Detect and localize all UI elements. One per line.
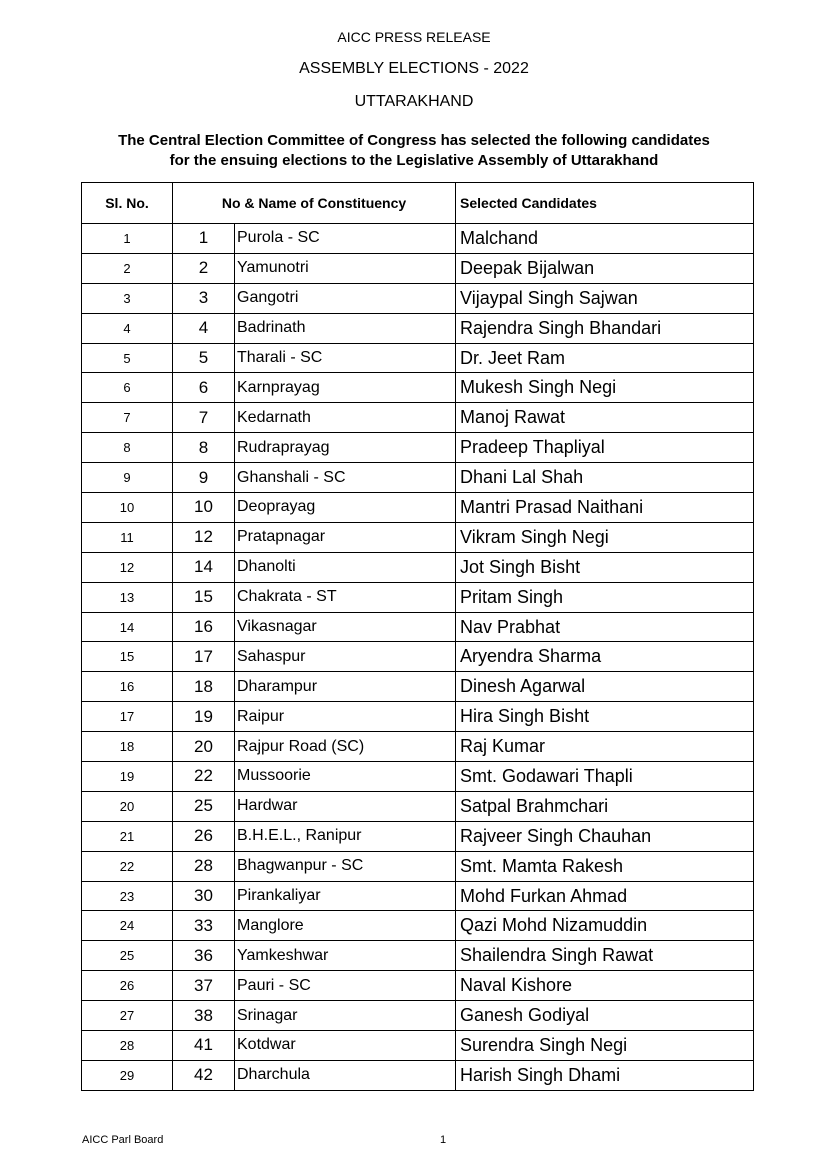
constituency-number-cell: 9 (173, 463, 235, 493)
constituency-name-cell: Rudraprayag (235, 433, 456, 463)
candidate-name-cell: Smt. Mamta Rakesh (456, 851, 754, 881)
state-title: UTTARAKHAND (354, 93, 474, 110)
candidate-name-cell: Rajendra Singh Bhandari (456, 313, 754, 343)
constituency-name-cell: Ghanshali - SC (235, 463, 456, 493)
constituency-name-cell: Pratapnagar (235, 522, 456, 552)
sl-no-cell: 26 (82, 971, 173, 1001)
table-row (82, 1060, 754, 1090)
table-row (82, 612, 754, 642)
candidate-name-cell: Nav Prabhat (456, 612, 754, 642)
constituency-number-cell: 7 (173, 403, 235, 433)
constituency-number-cell: 41 (173, 1031, 235, 1061)
constituency-number-cell: 42 (173, 1060, 235, 1090)
constituency-name-cell: Hardwar (235, 791, 456, 821)
table-row (82, 224, 754, 254)
constituency-number-cell: 17 (173, 642, 235, 672)
footer-label: AICC Parl Board (82, 1134, 164, 1146)
constituency-name-cell: Yamunotri (235, 253, 456, 283)
sl-no-cell: 27 (82, 1001, 173, 1031)
sl-no-cell: 8 (82, 433, 173, 463)
candidates-table (81, 182, 754, 1091)
sl-no-cell: 1 (82, 224, 173, 254)
candidate-name-cell: Jot Singh Bisht (456, 552, 754, 582)
table-row (82, 732, 754, 762)
constituency-number-cell: 33 (173, 911, 235, 941)
constituency-number-cell: 2 (173, 253, 235, 283)
candidate-name-cell: Harish Singh Dhami (456, 1060, 754, 1090)
col-header-candidate: Selected Candidates (456, 183, 754, 224)
constituency-name-cell: Badrinath (235, 313, 456, 343)
constituency-number-cell: 20 (173, 732, 235, 762)
table-row (82, 463, 754, 493)
constituency-name-cell: Deoprayag (235, 493, 456, 523)
sl-no-cell: 17 (82, 702, 173, 732)
constituency-number-cell: 5 (173, 343, 235, 373)
constituency-number-cell: 4 (173, 313, 235, 343)
constituency-number-cell: 15 (173, 582, 235, 612)
constituency-name-cell: Rajpur Road (SC) (235, 732, 456, 762)
sl-no-cell: 5 (82, 343, 173, 373)
constituency-number-cell: 6 (173, 373, 235, 403)
sl-no-cell: 18 (82, 732, 173, 762)
candidate-name-cell: Manoj Rawat (456, 403, 754, 433)
candidate-name-cell: Rajveer Singh Chauhan (456, 821, 754, 851)
sl-no-cell: 29 (82, 1060, 173, 1090)
candidate-name-cell: Vijaypal Singh Sajwan (456, 283, 754, 313)
table-row (82, 253, 754, 283)
constituency-name-cell: Sahaspur (235, 642, 456, 672)
candidate-name-cell: Qazi Mohd Nizamuddin (456, 911, 754, 941)
constituency-name-cell: Karnprayag (235, 373, 456, 403)
constituency-number-cell: 14 (173, 552, 235, 582)
table-row (82, 881, 754, 911)
table-row (82, 493, 754, 523)
candidate-name-cell: Shailendra Singh Rawat (456, 941, 754, 971)
intro-line-1: The Central Election Committee of Congress has selected the following candidates (118, 132, 710, 149)
sl-no-cell: 24 (82, 911, 173, 941)
table-row (82, 313, 754, 343)
sl-no-cell: 2 (82, 253, 173, 283)
constituency-name-cell: Kedarnath (235, 403, 456, 433)
candidate-name-cell: Satpal Brahmchari (456, 791, 754, 821)
table-row (82, 702, 754, 732)
sl-no-cell: 6 (82, 373, 173, 403)
constituency-number-cell: 18 (173, 672, 235, 702)
constituency-number-cell: 26 (173, 821, 235, 851)
sl-no-cell: 12 (82, 552, 173, 582)
sl-no-cell: 15 (82, 642, 173, 672)
sl-no-cell: 23 (82, 881, 173, 911)
candidate-name-cell: Aryendra Sharma (456, 642, 754, 672)
constituency-name-cell: Bhagwanpur - SC (235, 851, 456, 881)
sl-no-cell: 10 (82, 493, 173, 523)
constituency-number-cell: 25 (173, 791, 235, 821)
constituency-name-cell: Tharali - SC (235, 343, 456, 373)
candidate-name-cell: Deepak Bijalwan (456, 253, 754, 283)
constituency-number-cell: 10 (173, 493, 235, 523)
constituency-name-cell: Chakrata - ST (235, 582, 456, 612)
constituency-number-cell: 37 (173, 971, 235, 1001)
intro-paragraph (0, 131, 828, 171)
constituency-name-cell: Pauri - SC (235, 971, 456, 1001)
table-row (82, 373, 754, 403)
table-row (82, 941, 754, 971)
table-row (82, 433, 754, 463)
sl-no-cell: 16 (82, 672, 173, 702)
constituency-name-cell: Dharchula (235, 1060, 456, 1090)
candidate-name-cell: Malchand (456, 224, 754, 254)
col-header-constituency: No & Name of Constituency (173, 183, 456, 224)
constituency-number-cell: 22 (173, 762, 235, 792)
table-row (82, 283, 754, 313)
candidate-name-cell: Hira Singh Bisht (456, 702, 754, 732)
col-header-sl-no: Sl. No. (82, 183, 173, 224)
constituency-number-cell: 30 (173, 881, 235, 911)
candidate-name-cell: Pritam Singh (456, 582, 754, 612)
constituency-name-cell: Dhanolti (235, 552, 456, 582)
candidate-name-cell: Dr. Jeet Ram (456, 343, 754, 373)
constituency-name-cell: Kotdwar (235, 1031, 456, 1061)
table-row (82, 642, 754, 672)
candidate-name-cell: Raj Kumar (456, 732, 754, 762)
table-row (82, 911, 754, 941)
table-row (82, 791, 754, 821)
constituency-number-cell: 19 (173, 702, 235, 732)
sl-no-cell: 28 (82, 1031, 173, 1061)
press-release-label: AICC PRESS RELEASE (337, 29, 491, 45)
constituency-name-cell: Mussoorie (235, 762, 456, 792)
table-row (82, 343, 754, 373)
table-row (82, 762, 754, 792)
constituency-number-cell: 36 (173, 941, 235, 971)
table-body (82, 224, 754, 1091)
candidate-name-cell: Dinesh Agarwal (456, 672, 754, 702)
page-number: 1 (440, 1134, 447, 1146)
constituency-number-cell: 8 (173, 433, 235, 463)
constituency-name-cell: Yamkeshwar (235, 941, 456, 971)
table-row (82, 522, 754, 552)
candidate-name-cell: Dhani Lal Shah (456, 463, 754, 493)
elections-title: ASSEMBLY ELECTIONS - 2022 (299, 60, 529, 77)
sl-no-cell: 9 (82, 463, 173, 493)
constituency-name-cell: Pirankaliyar (235, 881, 456, 911)
sl-no-cell: 19 (82, 762, 173, 792)
sl-no-cell: 14 (82, 612, 173, 642)
constituency-name-cell: Srinagar (235, 1001, 456, 1031)
constituency-name-cell: Manglore (235, 911, 456, 941)
sl-no-cell: 11 (82, 522, 173, 552)
table-row (82, 1001, 754, 1031)
table-row (82, 552, 754, 582)
table-row (82, 1031, 754, 1061)
candidate-name-cell: Pradeep Thapliyal (456, 433, 754, 463)
candidate-name-cell: Smt. Godawari Thapli (456, 762, 754, 792)
sl-no-cell: 21 (82, 821, 173, 851)
table-row (82, 582, 754, 612)
table-row (82, 851, 754, 881)
sl-no-cell: 13 (82, 582, 173, 612)
candidate-name-cell: Naval Kishore (456, 971, 754, 1001)
table-row (82, 971, 754, 1001)
constituency-name-cell: Gangotri (235, 283, 456, 313)
constituency-number-cell: 1 (173, 224, 235, 254)
candidate-name-cell: Mantri Prasad Naithani (456, 493, 754, 523)
candidate-name-cell: Mohd Furkan Ahmad (456, 881, 754, 911)
sl-no-cell: 3 (82, 283, 173, 313)
constituency-name-cell: B.H.E.L., Ranipur (235, 821, 456, 851)
candidate-name-cell: Surendra Singh Negi (456, 1031, 754, 1061)
constituency-number-cell: 38 (173, 1001, 235, 1031)
table-row (82, 821, 754, 851)
table-row (82, 672, 754, 702)
constituency-name-cell: Vikasnagar (235, 612, 456, 642)
constituency-number-cell: 3 (173, 283, 235, 313)
table-header-row (82, 183, 754, 224)
sl-no-cell: 25 (82, 941, 173, 971)
table-row (82, 403, 754, 433)
constituency-number-cell: 28 (173, 851, 235, 881)
sl-no-cell: 7 (82, 403, 173, 433)
sl-no-cell: 22 (82, 851, 173, 881)
candidate-name-cell: Mukesh Singh Negi (456, 373, 754, 403)
constituency-number-cell: 16 (173, 612, 235, 642)
sl-no-cell: 20 (82, 791, 173, 821)
candidate-name-cell: Vikram Singh Negi (456, 522, 754, 552)
candidate-name-cell: Ganesh Godiyal (456, 1001, 754, 1031)
intro-line-2: for the ensuing elections to the Legislative Assembly of Uttarakhand (169, 152, 659, 169)
constituency-name-cell: Purola - SC (235, 224, 456, 254)
sl-no-cell: 4 (82, 313, 173, 343)
constituency-number-cell: 12 (173, 522, 235, 552)
constituency-name-cell: Raipur (235, 702, 456, 732)
constituency-name-cell: Dharampur (235, 672, 456, 702)
